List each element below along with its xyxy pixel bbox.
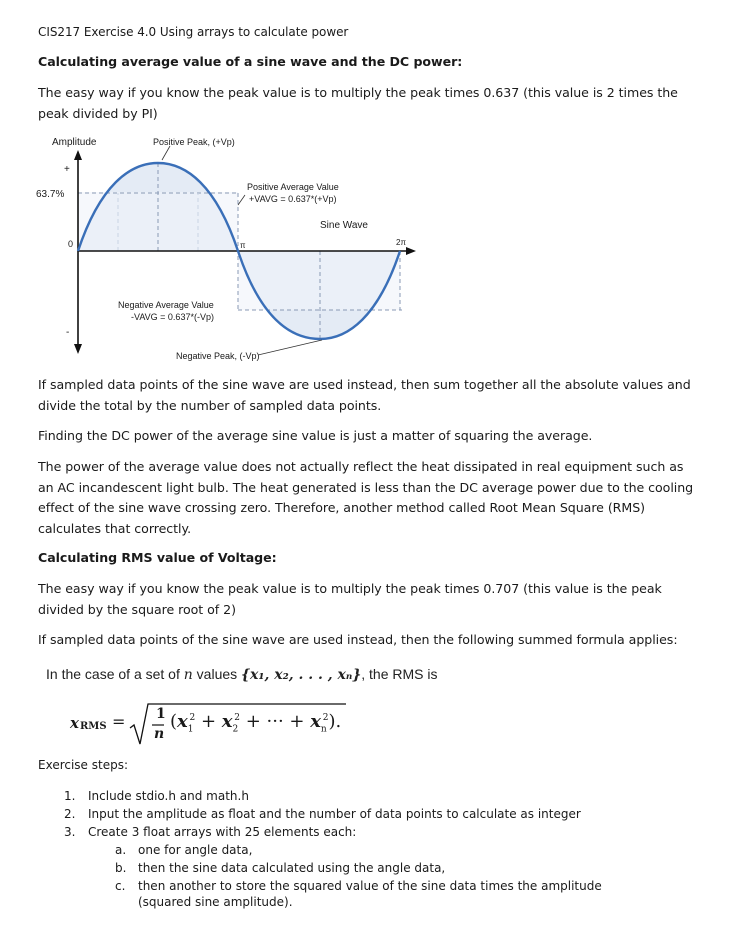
step-text: Create 3 float arrays with 25 elements each: <box>88 825 357 839</box>
rms-definition-intro <box>46 666 438 683</box>
sine-wave-label: Sine Wave <box>320 220 368 231</box>
rms-set-notation: {x₁, x₂, . . . , xₙ} <box>241 667 362 683</box>
x-tick-2pi-label: 2π <box>396 238 406 247</box>
positive-average-title: Positive Average Value <box>247 182 339 192</box>
positive-peak-label: Positive Peak, (+Vp) <box>153 137 235 147</box>
x-tick-pi-label: π <box>240 241 246 250</box>
step-number: 1. <box>64 789 76 803</box>
substep-letter: c. <box>115 879 126 893</box>
y-axis-down-arrow <box>74 344 82 354</box>
exercise-substep-b <box>115 860 446 876</box>
exercise-step-1 <box>64 788 249 804</box>
substep-text: one for angle data, <box>138 843 253 857</box>
paragraph-dc-power: Finding the DC power of the average sine value is just a matter of squaring the average. <box>38 428 593 443</box>
rms-intro-text-c: , the RMS is <box>361 666 438 682</box>
exercise-step-2 <box>64 806 581 822</box>
paragraph-rms-sampled: If sampled data points of the sine wave are used instead, then the following summed formula applies: <box>38 632 678 647</box>
paragraph-rms-easy-way: The easy way if you know the peak value is to multiply the peak times 0.707 (this value is the peak divided by the square root of 2) <box>38 581 662 617</box>
document-title: CIS217 Exercise 4.0 Using arrays to calculate power <box>38 25 349 39</box>
section-heading-rms: Calculating RMS value of Voltage: <box>38 550 277 565</box>
sine-wave-diagram <box>30 130 430 368</box>
section-heading-average: Calculating average value of a sine wave and the DC power: <box>38 54 463 69</box>
negative-peak-label: Negative Peak, (-Vp) <box>176 351 260 361</box>
exercise-step-3 <box>64 824 357 840</box>
x-axis-arrow <box>406 247 416 255</box>
negative-average-title: Negative Average Value <box>118 300 214 310</box>
plus-sign-label: + <box>64 164 70 175</box>
step-text: Include stdio.h and math.h <box>88 789 249 803</box>
rms-intro-n: n <box>183 667 193 683</box>
minus-sign-label: - <box>66 327 70 338</box>
step-number: 3. <box>64 825 76 839</box>
rms-formula: x RMS = 1 n ($x_1^2 + x_2^2$ + ··· + $x_n^2$). <box>70 700 370 750</box>
substep-text: then the sine data calculated using the angle data, <box>138 861 446 875</box>
paragraph-average-easy-way: The easy way if you know the peak value is to multiply the peak times 0.637 (this value is 2 times the peak divided by PI) <box>38 85 678 121</box>
substep-letter: a. <box>115 843 127 857</box>
y-axis-up-arrow <box>74 150 82 160</box>
step-text: Input the amplitude as float and the number of data points to calculate as integer <box>88 807 581 821</box>
paragraph-heat-explanation: The power of the average value does not actually reflect the heat dissipated in real equipment such as an AC incandescent light bulb. The heat generated is less than the DC average power due to the cooling effect of the sine wave crossing zero. Therefore, another method called Root Mean Square (RMS) calculates that correctly. <box>38 459 694 536</box>
y-tick-zero-label: 0 <box>68 239 74 249</box>
positive-average-formula: +VAVG = 0.637*(+Vp) <box>249 194 337 204</box>
exercise-substep-c <box>115 878 602 909</box>
rms-intro-text-b: values <box>192 666 242 682</box>
exercise-substep-a <box>115 842 253 858</box>
y-tick-63-label: 63.7% <box>36 189 65 200</box>
rms-intro-text-a: In the case of a set of <box>46 666 184 682</box>
substep-text: then another to store the squared value of the sine data times the amplitude (squared sine amplitude). <box>138 879 602 909</box>
step-number: 2. <box>64 807 76 821</box>
negative-average-formula: -VAVG = 0.637*(-Vp) <box>131 312 214 322</box>
substep-letter: b. <box>115 861 127 875</box>
paragraph-sampled-average: If sampled data points of the sine wave are used instead, then sum together all the absolute values and divide the total by the number of sampled data points. <box>38 377 691 413</box>
amplitude-label: Amplitude <box>52 137 97 148</box>
exercise-steps-label: Exercise steps: <box>38 758 128 772</box>
